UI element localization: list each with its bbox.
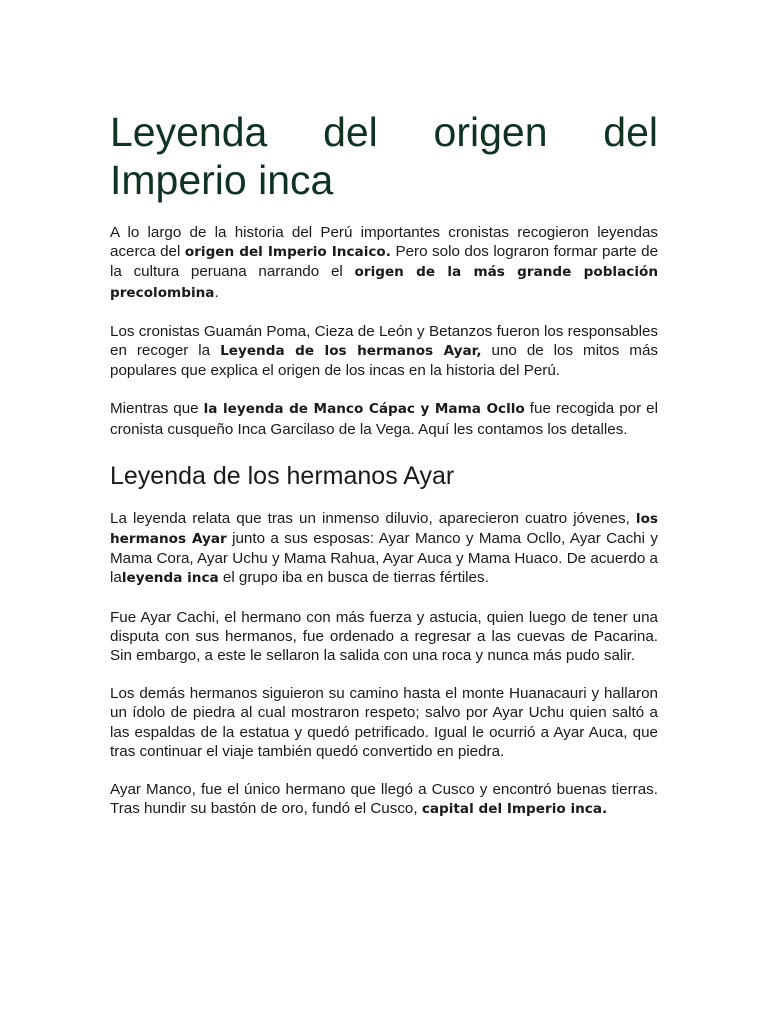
paragraph-6: Los demás hermanos siguieron su camino hasta el monte Huanacauri y hallaron un ídolo de piedra al cual mostraron respeto; salvo por Ayar Uchu quien saltó a las espaldas de la estatua y quedó petrificado. Igual le ocurrió a Ayar Auca, que tras continuar el viaje también quedó convertido en piedra. <box>110 685 658 760</box>
paragraph-1-bold-2: origen de la más grande población precolombina <box>110 264 659 301</box>
paragraph-4 <box>110 509 658 589</box>
paragraph-5: Fue Ayar Cachi, el hermano con más fuerza y astucia, quien luego de tener una disputa con sus hermanos, fue ordenado a regresar a las cuevas de Pacarina. Sin embargo, a este le sellaron la salida con una roca y nunca más pudo salir. <box>110 608 658 665</box>
paragraph-2-bold-1: Leyenda de los hermanos Ayar, <box>220 343 482 360</box>
paragraph-4-text-1: La leyenda relata que tras un inmenso diluvio, aparecieron cuatro jóvenes, <box>110 509 636 527</box>
paragraph-2-text-2: uno de los mitos más populares que explica el origen de los incas en la historia del Perú. <box>110 342 658 380</box>
paragraph-1-text-2: Pero solo dos lograron formar parte de la cultura peruana narrando el <box>110 243 659 281</box>
paragraph-3-text-2: fue recogida por el cronista cusqueño Inca Garcilaso de la Vega. Aquí les contamos los detalles. <box>110 400 658 438</box>
paragraph-4-bold-1: los hermanos Ayar <box>110 510 658 548</box>
paragraph-7-bold-1: capital del Imperio inca. <box>421 801 608 818</box>
paragraph-1-bold-1: origen del Imperio Incaico. <box>184 244 391 261</box>
paragraph-2-text-1: Los cronistas Guamán Poma, Cieza de León y Betanzos fueron los responsables en recoger la <box>110 322 658 360</box>
paragraph-3-text-1: Mientras que <box>110 400 204 418</box>
title-line-1: Leyenda del origen del <box>110 109 658 155</box>
page-title <box>110 108 658 204</box>
section-heading: Leyenda de los hermanos Ayar <box>110 461 455 490</box>
paragraph-3 <box>110 399 658 438</box>
paragraph-4-text-2: junto a sus esposas: Ayar Manco y Mama Ocllo, Ayar Cachi y Mama Cora, Ayar Uchu y Mama Rahua, Ayar Auca y Mama Huaco. De acuerdo a la <box>110 530 658 587</box>
paragraph-1-text-1: A lo largo de la historia del Perú importantes cronistas recogieron leyendas acerca del <box>110 224 658 261</box>
paragraph-7-text-1: Ayar Manco, fue el único hermano que llegó a Cusco y encontró buenas tierras. Tras hundir su bastón de oro, fundó el Cusco, <box>110 781 658 818</box>
paragraph-2 <box>110 322 658 381</box>
paragraph-3-bold-1: la leyenda de Manco Cápac y Mama Ocllo <box>203 401 525 418</box>
document-page <box>110 108 658 819</box>
paragraph-4-text-3: el grupo iba en busca de tierras fértiles. <box>218 569 489 587</box>
paragraph-1 <box>110 223 658 303</box>
title-line-2: Imperio inca <box>110 157 334 203</box>
paragraph-7 <box>110 780 658 819</box>
paragraph-1-text-3: . <box>214 283 219 301</box>
paragraph-4-bold-2: leyenda inca <box>121 570 219 587</box>
